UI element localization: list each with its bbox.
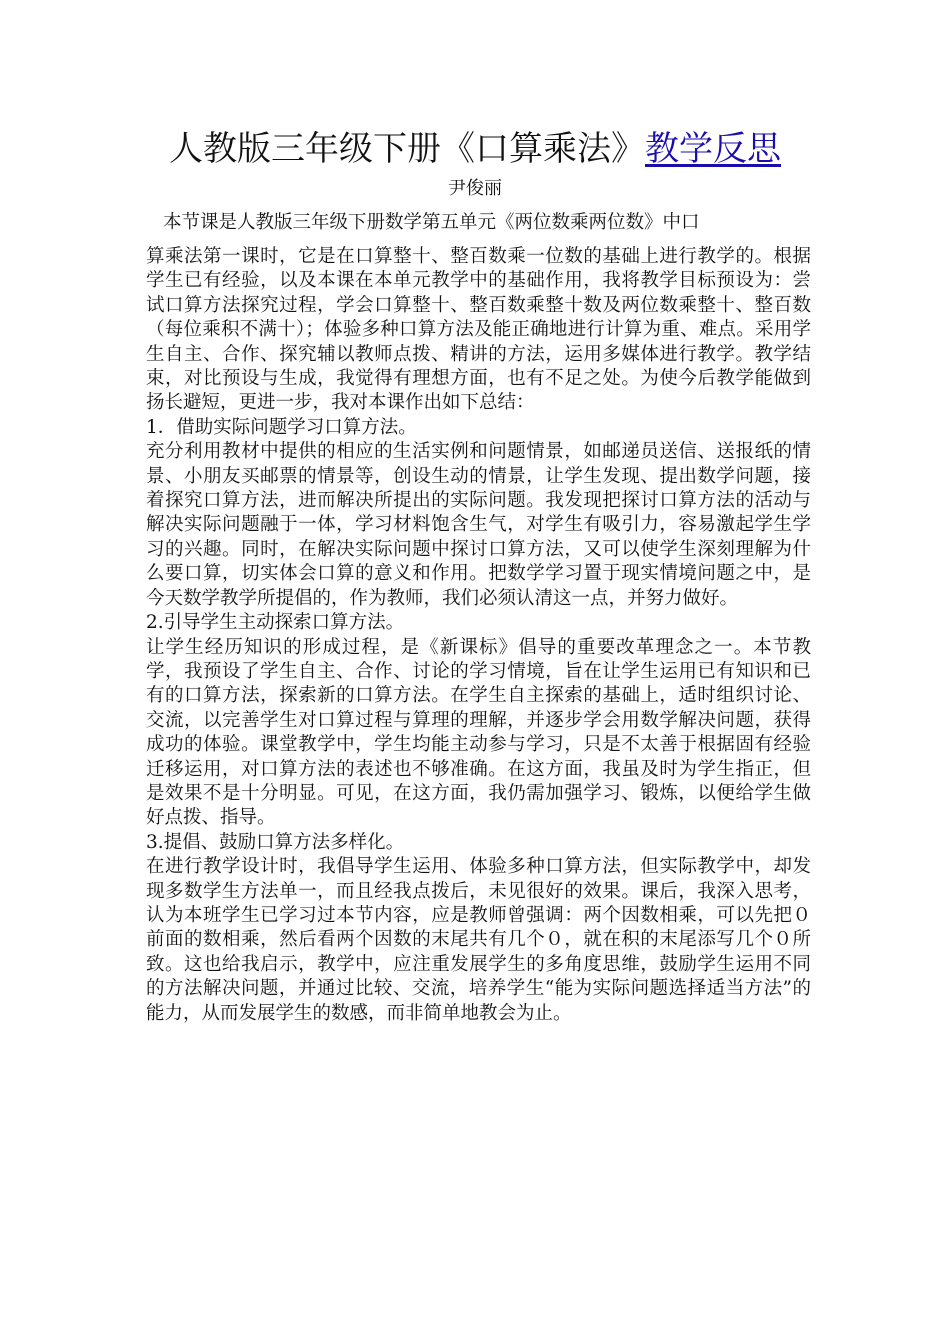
paragraph-section-1: 充分利用教材中提供的相应的生活实例和问题情景，如邮递员送信、送报纸的情景、小朋友买邮票的情景等，创设生动的情景，让学生发现、提出数学问题，接着探究口算方法，进而解决所提出的实际问题。我发现把探讨口算方法的活动与解决实际问题融于一体，学习材料饱含生气，对学生有吸引力，容易激起学生学习的兴趣。同时，在解决实际问题中探讨口算方法，又可以使学生深刻理解为什么要口算，切实体会口算的意义和作用。把数学学习置于现实情境问题之中，是今天数学教学所提倡的，作为教师，我们必须认清这一点，并努力做好。 — [146, 441, 811, 609]
title-link[interactable]: 教学反思 — [645, 129, 781, 169]
body-text — [146, 245, 811, 1026]
paragraph-section-2: 让学生经历知识的形成过程，是《新课标》倡导的重要改革理念之一。本节教学，我预设了学生自主、合作、讨论的学习情境，旨在让学生运用已有知识和已有的口算方法，探索新的口算方法。在学生自主探索的基础上，适时组织讨论、交流，以完善学生对口算过程与算理的理解，并逐步学会用数学解决问题，获得成功的体验。课堂教学中，学生均能主动参与学习，只是不太善于根据固有经验迁移运用，对口算方法的表述也不够准确。在这方面，我虽及时为学生指正，但是效果不是十分明显。可见，在这方面，我仍需加强学习、锻炼，以便给学生做好点拨、指导。 — [146, 636, 811, 829]
document-title — [0, 126, 950, 172]
author-name: 尹俊丽 — [448, 178, 502, 199]
paragraph-intro-continued: 算乘法第一课时，它是在口算整十、整百数乘一位数的基础上进行教学的。根据学生已有经验，以及本课在本单元教学中的基础作用，我将教学目标预设为：尝试口算方法探究过程，学会口算整十、整百数乘整十数及两位数乘整十、整百数（每位乘积不满十）；体验多种口算方法及能正确地进行计算为重、难点。采用学生自主、合作、探究辅以教师点拨、精讲的方法，运用多媒体进行教学。教学结束，对比预设与生成，我觉得有理想方面，也有不足之处。为使今后教学能做到扬长避短，更进一步，我对本课作出如下总结： — [146, 246, 811, 414]
section-heading-1: 1．借助实际问题学习口算方法。 — [146, 416, 417, 438]
title-main-text: 人教版三年级下册《口算乘法》 — [169, 129, 645, 169]
section-heading-2: 2.引导学生主动探索口算方法。 — [146, 612, 405, 634]
section-heading-3: 3.提倡、鼓励口算方法多样化。 — [146, 831, 405, 853]
intro-first-line: 本节课是人教版三年级下册数学第五单元《两位数乘两位数》中口 — [163, 212, 700, 233]
paragraph-section-3: 在进行教学设计时，我倡导学生运用、体验多种口算方法，但实际教学中，却发现多数学生方法单一，而且经我点拨后，未见很好的效果。课后，我深入思考，认为本班学生已学习过本节内容，应是教师曾强调：两个因数相乘，可以先把０前面的数相乘，然后看两个因数的末尾共有几个０，就在积的末尾添写几个０所致。这也给我启示，教学中，应注重发展学生的多角度思维，鼓励学生运用不同的方法解决问题，并通过比较、交流，培养学生“能为实际问题选择适当方法”的能力，从而发展学生的数感，而非简单地教会为止。 — [146, 856, 811, 1024]
